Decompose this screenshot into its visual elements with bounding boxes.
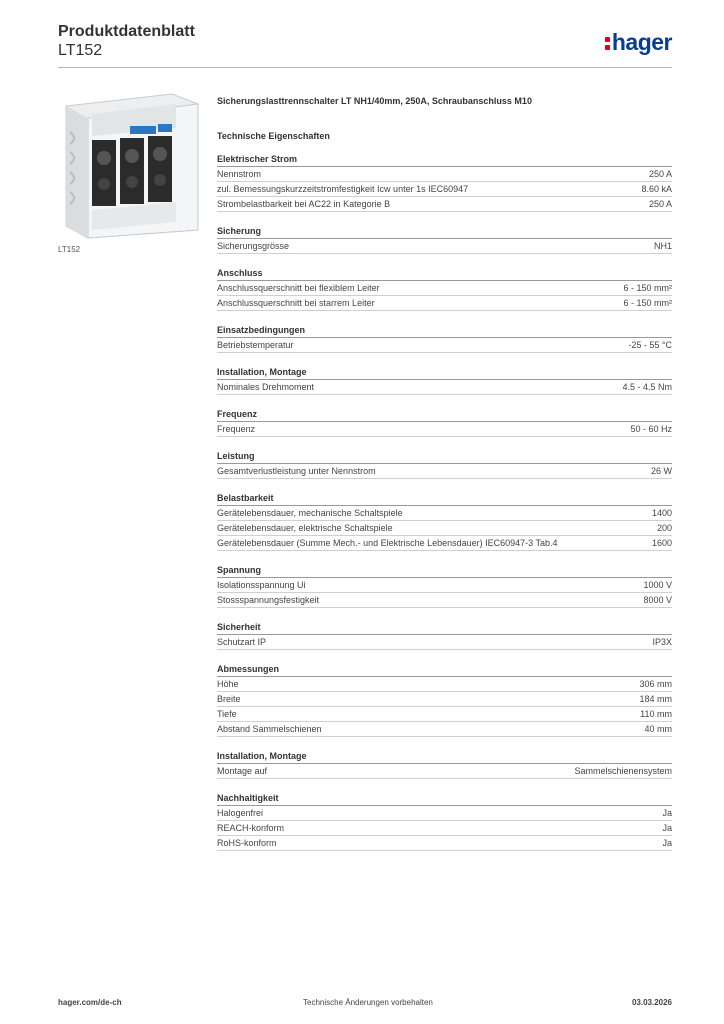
property-value: 250 A xyxy=(648,169,672,179)
property-value: 26 W xyxy=(650,466,672,476)
property-row xyxy=(217,707,672,722)
property-label: Gesamtverlustleistung unter Nennstrom xyxy=(217,466,376,476)
property-label: Isolationsspannung Ui xyxy=(217,580,306,590)
property-value: Ja xyxy=(662,808,672,818)
property-value: 306 mm xyxy=(639,679,672,689)
image-caption: LT152 xyxy=(58,245,81,254)
property-value: 8000 V xyxy=(643,595,672,605)
property-row xyxy=(217,296,672,311)
property-section xyxy=(217,792,672,851)
property-value: Sammelschienensystem xyxy=(574,766,672,776)
section-title: Elektrischer Strom xyxy=(217,153,672,167)
section-title: Anschluss xyxy=(217,267,672,281)
property-row xyxy=(217,506,672,521)
section-title: Sicherheit xyxy=(217,621,672,635)
header-divider xyxy=(58,67,672,68)
property-row xyxy=(217,578,672,593)
property-label: Halogenfrei xyxy=(217,808,264,818)
property-label: Tiefe xyxy=(217,709,237,719)
property-value: 1600 xyxy=(651,538,672,548)
product-image xyxy=(58,92,205,239)
property-label: Abstand Sammelschienen xyxy=(217,724,322,734)
property-row xyxy=(217,536,672,551)
property-section xyxy=(217,324,672,353)
property-row xyxy=(217,836,672,851)
property-value: 6 - 150 mm² xyxy=(623,283,672,293)
property-label: Montage auf xyxy=(217,766,268,776)
logo-dots-icon xyxy=(605,34,610,52)
property-label: Höhe xyxy=(217,679,239,689)
property-section xyxy=(217,450,672,479)
property-label: REACH-konform xyxy=(217,823,285,833)
property-row xyxy=(217,167,672,182)
property-value: 40 mm xyxy=(644,724,672,734)
technical-properties-title: Technische Eigenschaften xyxy=(217,131,330,141)
property-section xyxy=(217,408,672,437)
property-row xyxy=(217,764,672,779)
property-label: Frequenz xyxy=(217,424,256,434)
property-value: Ja xyxy=(662,823,672,833)
property-label: Nominales Drehmoment xyxy=(217,382,315,392)
property-value: 200 xyxy=(656,523,672,533)
property-row xyxy=(217,239,672,254)
property-value: 6 - 150 mm² xyxy=(623,298,672,308)
property-value: 250 A xyxy=(648,199,672,209)
property-row xyxy=(217,722,672,737)
section-title: Leistung xyxy=(217,450,672,464)
property-value: 1400 xyxy=(651,508,672,518)
property-section xyxy=(217,492,672,551)
property-section xyxy=(217,267,672,311)
footer-note: Technische Änderungen vorbehalten xyxy=(303,998,433,1007)
section-title: Installation, Montage xyxy=(217,750,672,764)
property-row xyxy=(217,380,672,395)
property-label: Breite xyxy=(217,694,241,704)
property-value: IP3X xyxy=(652,637,672,647)
section-title: Sicherung xyxy=(217,225,672,239)
property-label: zul. Bemessungskurzzeitstromfestigkeit Icw unter 1s IEC60947 xyxy=(217,184,469,194)
property-section xyxy=(217,750,672,779)
property-row xyxy=(217,422,672,437)
section-title: Frequenz xyxy=(217,408,672,422)
property-value: 50 - 60 Hz xyxy=(630,424,672,434)
property-label: Strombelastbarkeit bei AC22 in Kategorie B xyxy=(217,199,391,209)
property-section xyxy=(217,153,672,212)
property-label: Nennstrom xyxy=(217,169,262,179)
property-section xyxy=(217,564,672,608)
property-section xyxy=(217,225,672,254)
footer-website: hager.com/de-ch xyxy=(58,998,122,1007)
property-value: 110 mm xyxy=(640,709,672,719)
property-value: 1000 V xyxy=(643,580,672,590)
property-row xyxy=(217,635,672,650)
property-label: Anschlussquerschnitt bei starrem Leiter xyxy=(217,298,375,308)
section-title: Einsatzbedingungen xyxy=(217,324,672,338)
property-label: Gerätelebensdauer, mechanische Schaltspiele xyxy=(217,508,403,518)
property-row xyxy=(217,677,672,692)
footer-date: 03.03.2026 xyxy=(631,998,672,1007)
property-label: Anschlussquerschnitt bei flexiblem Leiter xyxy=(217,283,380,293)
property-row xyxy=(217,338,672,353)
document-header xyxy=(58,22,195,60)
property-row xyxy=(217,521,672,536)
fuse-switch-icon xyxy=(58,92,205,239)
property-label: Betriebstemperatur xyxy=(217,340,294,350)
article-number: LT152 xyxy=(58,42,103,59)
property-label: Gerätelebensdauer, elektrische Schaltspiele xyxy=(217,523,393,533)
property-value: 184 mm xyxy=(639,694,672,704)
property-label: Gerätelebensdauer (Summe Mech.- und Elektrische Lebensdauer) IEC60947-3 Tab.4 xyxy=(217,538,558,548)
property-row xyxy=(217,197,672,212)
property-value: 4.5 - 4.5 Nm xyxy=(622,382,672,392)
property-label: Stossspannungsfestigkeit xyxy=(217,595,320,605)
section-title: Belastbarkeit xyxy=(217,492,672,506)
property-section xyxy=(217,621,672,650)
section-title: Abmessungen xyxy=(217,663,672,677)
property-row xyxy=(217,464,672,479)
property-row xyxy=(217,821,672,836)
property-value: NH1 xyxy=(653,241,672,251)
document-title: Produktdatenblatt xyxy=(58,23,195,40)
section-title: Nachhaltigkeit xyxy=(217,792,672,806)
datasheet-content xyxy=(217,96,672,864)
property-row xyxy=(217,593,672,608)
property-label: Sicherungsgrösse xyxy=(217,241,290,251)
property-row xyxy=(217,281,672,296)
property-row xyxy=(217,806,672,821)
section-title: Installation, Montage xyxy=(217,366,672,380)
logo-text: hager xyxy=(611,29,672,55)
hager-logo xyxy=(605,30,672,54)
property-value: Ja xyxy=(662,838,672,848)
property-value: -25 - 55 °C xyxy=(628,340,672,350)
property-value: 8.60 kA xyxy=(641,184,672,194)
property-label: RoHS-konform xyxy=(217,838,277,848)
property-section xyxy=(217,366,672,395)
property-row xyxy=(217,182,672,197)
product-name: Sicherungslasttrennschalter LT NH1/40mm, 250A, Schraubanschluss M10 xyxy=(217,96,532,106)
property-row xyxy=(217,692,672,707)
section-title: Spannung xyxy=(217,564,672,578)
property-label: Schutzart IP xyxy=(217,637,267,647)
property-sections xyxy=(217,153,672,851)
property-section xyxy=(217,663,672,737)
